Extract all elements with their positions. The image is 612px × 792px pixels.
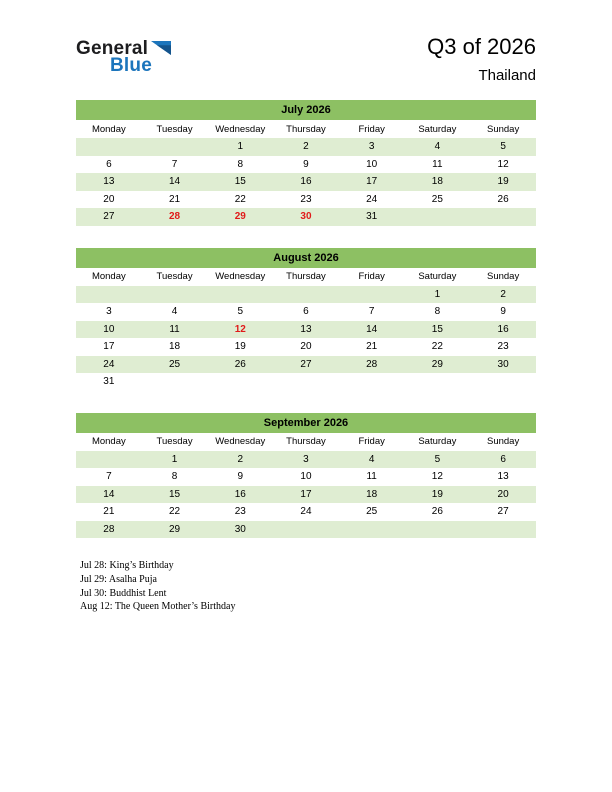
weekday-label: Thursday [273,433,339,451]
weekday-label: Sunday [470,268,536,286]
weekday-label: Friday [339,268,405,286]
day-cell: 10 [76,321,142,339]
day-cell [339,521,405,539]
week-row [76,373,536,391]
holiday-note: Jul 29: Asalha Puja [80,573,157,585]
day-cell: 20 [470,486,536,504]
day-cell: 16 [470,321,536,339]
weekday-label: Monday [76,120,142,138]
day-cell: 23 [273,191,339,209]
day-cell: 15 [142,486,208,504]
day-cell [76,451,142,469]
week-row [76,338,536,356]
week-row [76,451,536,469]
day-cell [470,208,536,226]
day-cell: 18 [405,173,471,191]
day-cell: 5 [470,138,536,156]
day-cell: 28 [76,521,142,539]
week-row [76,486,536,504]
logo-triangle-icon [151,41,171,55]
day-cell: 15 [207,173,273,191]
day-cell: 2 [273,138,339,156]
day-cell: 29 [405,356,471,374]
day-cell: 31 [76,373,142,391]
month-title: September 2026 [76,413,536,433]
general-blue-logo [76,38,171,77]
day-cell [470,373,536,391]
day-cell: 10 [273,468,339,486]
weekday-label: Sunday [470,120,536,138]
day-cell: 26 [470,191,536,209]
weekday-label: Monday [76,268,142,286]
day-cell: 4 [405,138,471,156]
day-cell: 16 [273,173,339,191]
weekday-label: Monday [76,433,142,451]
day-cell: 28 [339,356,405,374]
day-cell: 20 [76,191,142,209]
day-cell: 11 [339,468,405,486]
day-cell: 4 [339,451,405,469]
holiday-note: Jul 28: King’s Birthday [80,560,174,571]
week-row [76,503,536,521]
weekday-label: Wednesday [207,433,273,451]
weekday-label: Wednesday [207,120,273,138]
day-cell: 8 [142,468,208,486]
day-cell: 15 [405,321,471,339]
day-cell: 21 [142,191,208,209]
day-cell: 9 [207,468,273,486]
weekday-label: Tuesday [142,433,208,451]
day-cell: 23 [470,338,536,356]
day-cell [273,373,339,391]
day-cell: 12 [470,156,536,174]
weekday-label: Tuesday [142,120,208,138]
day-cell: 25 [405,191,471,209]
week-row [76,138,536,156]
week-row [76,286,536,304]
day-cell: 2 [470,286,536,304]
day-cell [142,286,208,304]
day-cell: 27 [273,356,339,374]
day-cell: 14 [76,486,142,504]
day-cell: 30 [273,208,339,226]
region-label: Thailand [478,67,536,84]
day-cell: 18 [339,486,405,504]
weekday-label: Sunday [470,433,536,451]
day-cell: 14 [339,321,405,339]
holiday-note: Aug 12: The Queen Mother’s Birthday [80,601,236,613]
day-cell: 17 [339,173,405,191]
day-cell [142,138,208,156]
day-cell [339,286,405,304]
weekday-header-row [76,433,536,451]
day-cell: 7 [76,468,142,486]
day-cell: 1 [207,138,273,156]
month-calendar [76,413,536,539]
weekday-label: Friday [339,120,405,138]
week-row [76,468,536,486]
day-cell [405,208,471,226]
holiday-note: Jul 30: Buddhist Lent [80,587,167,599]
day-cell: 29 [142,521,208,539]
day-cell: 2 [207,451,273,469]
day-cell: 7 [142,156,208,174]
day-cell: 24 [273,503,339,521]
day-cell: 8 [405,303,471,321]
day-cell: 9 [470,303,536,321]
week-row [76,321,536,339]
day-cell: 1 [142,451,208,469]
day-cell [339,373,405,391]
day-cell: 3 [273,451,339,469]
month-title-row [76,248,536,268]
day-cell [470,521,536,539]
day-cell: 17 [76,338,142,356]
day-cell: 28 [142,208,208,226]
day-cell: 5 [207,303,273,321]
day-cell: 25 [339,503,405,521]
day-cell: 13 [76,173,142,191]
weekday-label: Saturday [405,433,471,451]
day-cell: 24 [76,356,142,374]
day-cell: 16 [207,486,273,504]
day-cell: 8 [207,156,273,174]
day-cell: 10 [339,156,405,174]
title-block [427,34,536,84]
day-cell: 26 [405,503,471,521]
day-cell: 5 [405,451,471,469]
day-cell: 3 [339,138,405,156]
day-cell: 19 [405,486,471,504]
day-cell: 6 [273,303,339,321]
day-cell: 6 [76,156,142,174]
day-cell: 9 [273,156,339,174]
week-row [76,303,536,321]
weekday-label: Saturday [405,268,471,286]
weekday-header-row [76,120,536,138]
day-cell: 14 [142,173,208,191]
day-cell: 11 [405,156,471,174]
day-cell [76,138,142,156]
weekday-label: Tuesday [142,268,208,286]
month-calendar [76,100,536,226]
weekday-label: Saturday [405,120,471,138]
day-cell: 12 [207,321,273,339]
day-cell: 24 [339,191,405,209]
day-cell: 21 [339,338,405,356]
day-cell: 22 [405,338,471,356]
weekday-label: Thursday [273,268,339,286]
day-cell [142,373,208,391]
day-cell: 19 [207,338,273,356]
day-cell: 6 [470,451,536,469]
logo-text-blue: Blue [110,55,152,76]
day-cell: 22 [207,191,273,209]
calendar-grid [76,100,536,560]
month-calendar [76,248,536,391]
week-row [76,356,536,374]
month-title-row [76,413,536,433]
day-cell [273,521,339,539]
quarter-title: Q3 of 2026 [427,34,536,59]
day-cell [207,286,273,304]
day-cell: 27 [76,208,142,226]
day-cell [405,373,471,391]
day-cell: 30 [207,521,273,539]
day-cell: 23 [207,503,273,521]
day-cell: 12 [405,468,471,486]
logo-text-general: General [76,38,149,59]
day-cell: 25 [142,356,208,374]
month-title: July 2026 [76,100,536,120]
weekday-label: Wednesday [207,268,273,286]
month-title: August 2026 [76,248,536,268]
week-row [76,521,536,539]
day-cell: 1 [405,286,471,304]
weekday-header-row [76,268,536,286]
day-cell: 13 [470,468,536,486]
day-cell: 19 [470,173,536,191]
day-cell: 31 [339,208,405,226]
day-cell: 11 [142,321,208,339]
day-cell: 13 [273,321,339,339]
day-cell: 30 [470,356,536,374]
holiday-notes [80,559,235,614]
day-cell [405,521,471,539]
week-row [76,173,536,191]
day-cell [76,286,142,304]
day-cell: 29 [207,208,273,226]
day-cell: 22 [142,503,208,521]
day-cell: 17 [273,486,339,504]
day-cell: 18 [142,338,208,356]
week-row [76,156,536,174]
weekday-label: Friday [339,433,405,451]
day-cell: 7 [339,303,405,321]
day-cell: 3 [76,303,142,321]
day-cell [207,373,273,391]
day-cell: 26 [207,356,273,374]
day-cell: 20 [273,338,339,356]
week-row [76,191,536,209]
month-title-row [76,100,536,120]
week-row [76,208,536,226]
day-cell [273,286,339,304]
weekday-label: Thursday [273,120,339,138]
day-cell: 4 [142,303,208,321]
day-cell: 21 [76,503,142,521]
day-cell: 27 [470,503,536,521]
